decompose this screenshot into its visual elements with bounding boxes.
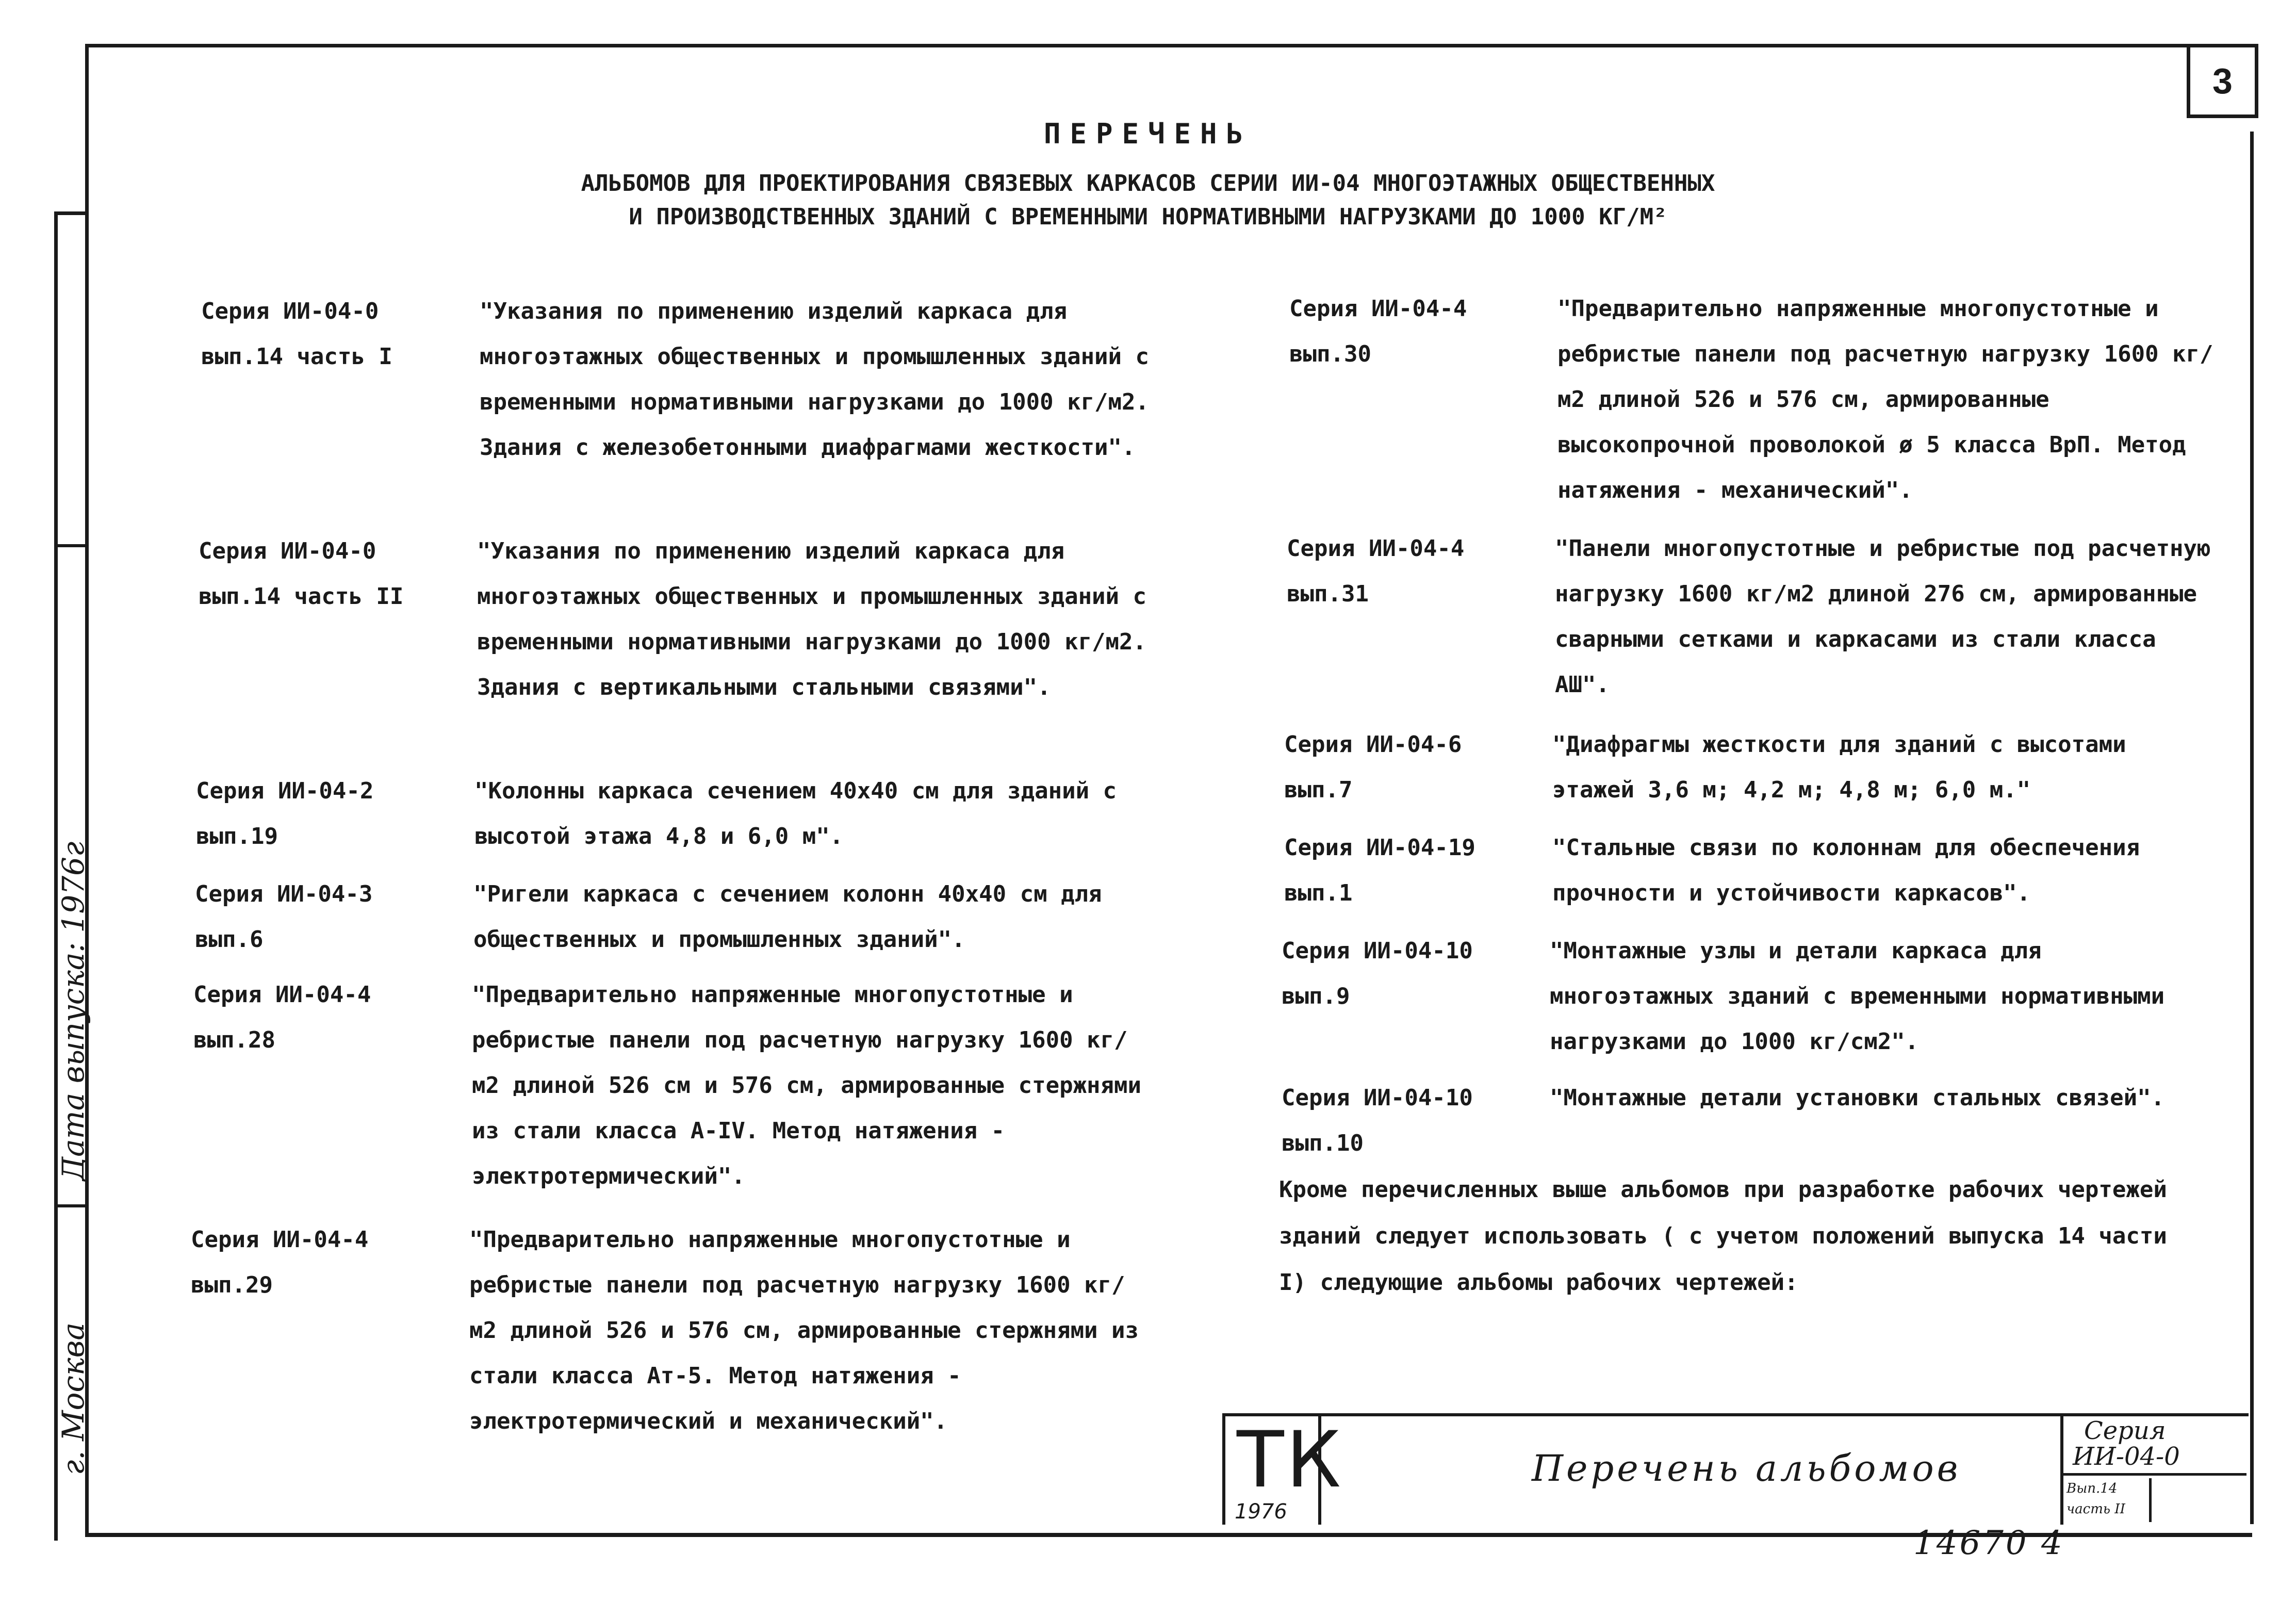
list-item	[201, 289, 1150, 461]
entry-series-label: Серия ИИ-04-10 вып.9	[1282, 938, 1473, 1009]
strip-divider	[54, 544, 85, 547]
entry-series-label: Серия ИИ-04-0 вып.14 часть I	[201, 298, 392, 370]
page-number: 3	[2187, 44, 2258, 118]
document-subtitle-line1: АЛЬБОМОВ ДЛЯ ПРОЕКТИРОВАНИЯ СВЯЗЕВЫХ КАРКАСОВ СЕРИИ ИИ-04 МНОГОЭТАЖНЫХ ОБЩЕСТВЕННЫХ	[581, 170, 1715, 197]
entry-description: "Ригели каркаса с сечением колонн 40х40 см для общественных и промышленных зданий".	[473, 881, 1102, 953]
entry-series-label: Серия ИИ-04-4 вып.30	[1289, 296, 1467, 367]
entry-series-label: Серия ИИ-04-10 вып.10	[1282, 1085, 1473, 1156]
list-item	[193, 972, 1142, 1189]
entry-series-label: Серия ИИ-04-4 вып.28	[193, 982, 371, 1053]
entry-series-label: Серия ИИ-04-19 вып.1	[1284, 835, 1475, 906]
release-date-label: Дата выпуска: 1976г	[56, 841, 91, 1181]
issue-box	[2067, 1478, 2152, 1522]
archive-number: 14670 4	[1913, 1524, 2064, 1562]
list-item	[1284, 825, 2140, 916]
title-block	[1222, 1413, 2249, 1525]
list-item	[1287, 526, 2211, 698]
org-code: ТК	[1237, 1415, 1343, 1505]
list-item	[191, 1217, 1139, 1434]
entry-description: "Панели многопустотные и ребристые под расчетную нагрузку 1600 кг/м2 длиной 276 см, армированные сварными сетками и каркасами из стали класса АШ".	[1555, 535, 2211, 698]
document-subtitle-line2: И ПРОИЗВОДСТВЕННЫХ ЗДАНИЙ С ВРЕМЕННЫМИ НОРМАТИВНЫМИ НАГРУЗКАМИ ДО 1000 КГ/М²	[629, 204, 1667, 230]
list-item	[1282, 1075, 2165, 1166]
strip-divider	[54, 1204, 85, 1207]
entry-description: "Монтажные узлы и детали каркаса для многоэтажных зданий с временными нормативными нагрузками до 1000 кг/см2".	[1550, 938, 2165, 1055]
entry-description: "Предварительно напряженные многопустотные и ребристые панели под расчетную нагрузку 1600 кг/м2 длиной 526 и 576 см, армированные высокопрочной проволокой ø 5 класса ВрП. Метод натяжения - механический".	[1557, 296, 2213, 503]
list-item	[1282, 928, 2165, 1055]
sheet-title: Перечень альбомов	[1532, 1447, 1961, 1490]
entry-series-label: Серия ИИ-04-2 вып.19	[196, 778, 374, 849]
entry-series-label: Серия ИИ-04-3 вып.6	[195, 881, 373, 953]
list-item	[1284, 722, 2126, 813]
list-item	[196, 769, 1117, 859]
entry-description: "Диафрагмы жесткости для зданий с высотами этажей 3,6 м; 4,2 м; 4,8 м; 6,0 м."	[1552, 731, 2126, 803]
entry-series-label: Серия ИИ-04-0 вып.14 часть II	[199, 538, 404, 610]
city-label: г. Москва	[56, 1322, 91, 1475]
frame-right-edge	[2250, 132, 2254, 1524]
entry-description: "Стальные связи по колоннам для обеспечения прочности и устойчивости каркасов".	[1552, 835, 2140, 906]
note-paragraph: Кроме перечисленных выше альбомов при разработке рабочих чертежей зданий следует использовать ( с учетом положений выпуска 14 части I) следующие альбомы рабочих чертежей:	[1279, 1176, 2167, 1296]
list-item	[1289, 286, 2213, 503]
entry-series-label: Серия ИИ-04-4 вып.31	[1287, 535, 1465, 607]
org-stamp	[1222, 1415, 1343, 1525]
entry-description: "Предварительно напряженные многопустотные и ребристые панели под расчетную нагрузку 1600 кг/м2 длиной 526 см и 576 см, армированные стержнями из стали класса А-IV. Метод натяжения - электротермический".	[472, 982, 1142, 1189]
issue-number: Вып.14	[2067, 1481, 2118, 1496]
entry-series-label: Серия ИИ-04-4 вып.29	[191, 1227, 369, 1298]
series-label: Серия	[2084, 1416, 2166, 1445]
series-code: ИИ-04-0	[2073, 1442, 2180, 1471]
entry-series-label: Серия ИИ-04-6 вып.7	[1284, 731, 1462, 803]
series-divider	[2063, 1473, 2246, 1476]
list-item	[195, 872, 1102, 962]
list-item	[199, 529, 1147, 700]
entry-description: "Колонны каркаса сечением 40х40 см для зданий с высотой этажа 4,8 и 6,0 м".	[474, 778, 1117, 849]
series-box	[2060, 1416, 2246, 1525]
document-title: ПЕРЕЧЕНЬ	[1043, 118, 1253, 150]
entry-description: "Указания по применению изделий каркаса для многоэтажных общественных и промышленных зданий с временными нормативными нагрузками до 1000 кг/м2. Здания с железобетонными диафрагмами жесткости".	[480, 298, 1150, 461]
org-year: 1976	[1235, 1500, 1287, 1524]
entry-description: "Указания по применению изделий каркаса для многоэтажных общественных и промышленных зданий с временными нормативными нагрузками до 1000 кг/м2. Здания с вертикальными стальными связями".	[477, 538, 1147, 700]
entry-description: "Предварительно напряженные многопустотные и ребристые панели под расчетную нагрузку 1600 кг/м2 длиной 526 и 576 см, армированные стержнями из стали класса Ат-5. Метод натяжения - электротермический и механический".	[469, 1227, 1139, 1434]
issue-part: часть II	[2067, 1501, 2125, 1517]
entry-description: "Монтажные детали установки стальных связей".	[1550, 1085, 2165, 1111]
